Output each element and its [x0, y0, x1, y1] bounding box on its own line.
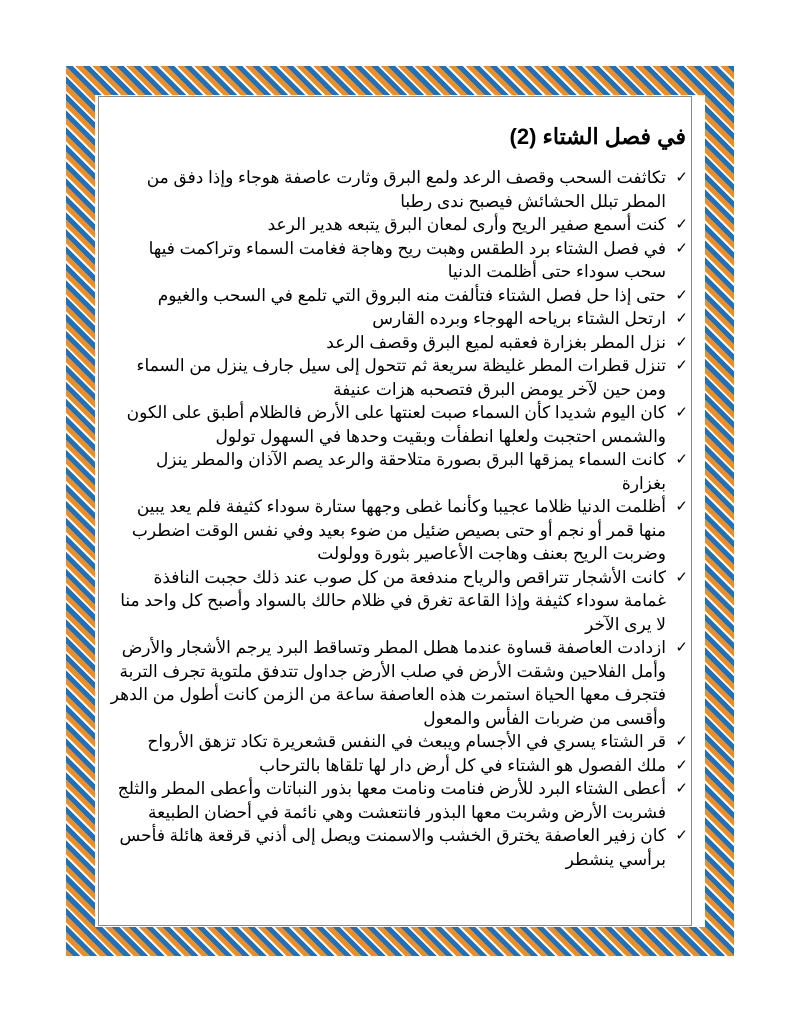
list-item-text: ارتحل الشتاء برياحه الهوجاء وبرده القارس: [372, 309, 666, 328]
list-item-text: حتى إذا حل فصل الشتاء فتألفت منه البروق التي تلمع في السحب والغيوم: [157, 285, 666, 305]
list-item: [110, 307, 688, 331]
checkmark-icon: ✓: [675, 638, 688, 656]
list-item: [110, 824, 688, 871]
list-item: [110, 730, 688, 754]
sentence-list: [110, 166, 688, 871]
checkmark-icon: ✓: [675, 215, 688, 233]
list-item: [110, 331, 688, 355]
list-item: [110, 777, 688, 824]
page-title: في فصل الشتاء (2): [509, 124, 686, 149]
list-item: [110, 166, 688, 213]
list-item-text: كانت السماء يمزقها البرق بصورة متلاحقة والرعد يصم الآذان والمطر ينزل بغزارة: [155, 450, 666, 493]
list-item: [110, 636, 688, 730]
list-item-text: كان زفير العاصفة يخترق الخشب والاسمنت ويصل إلى أذني قرقعة هائلة فأحس برأسي ينشطر: [119, 826, 666, 869]
list-item-text: تنزل قطرات المطر غليظة سريعة ثم تتحول إلى سيل جارف ينزل من السماء ومن حين لآخر يومض البرق فتصحبه هزات عنيفة: [136, 356, 666, 399]
list-item: [110, 401, 688, 448]
list-item-text: كنت أسمع صفير الريح وأرى لمعان البرق يتبعه هدير الرعد: [267, 215, 666, 234]
list-item: [110, 754, 688, 778]
list-item: [110, 448, 688, 495]
checkmark-icon: ✓: [675, 755, 688, 774]
list-item: [110, 237, 688, 284]
list-item-text: ملك الفصول هو الشتاء في كل أرض دار لها تلقاها بالترحاب: [259, 755, 666, 775]
list-item: [110, 213, 688, 237]
list-item: [110, 566, 688, 637]
checkmark-icon: ✓: [675, 450, 688, 468]
list-item-text: أظلمت الدنيا ظلاما عجيبا وكأنما غطى وجهها ستارة سوداء كثيفة فلم يعد يبين منها قمر أو نجم أو حتى بصيص ضئيل من ضوء بعيد وفي نفس الوقت اضطرب وضربت الريح بعنف وهاجت الأعاصير بثورة وولولت: [131, 497, 666, 563]
list-item-text: نزل المطر بغزارة فعقبه لميع البرق وقصف الرعد: [326, 332, 666, 352]
checkmark-icon: ✓: [675, 238, 688, 257]
list-item-text: ازدادت العاصفة قساوة عندما هطل المطر وتساقط البرد يرجم الأشجار والأرض وأمل الفلاحين وشقت الأرض في صلب الأرض جداول تتدفق ملتوية تجرف التربة فتجرف معها الحياة استمرت هذه العاصفة ساعة من الزمن كانت أطول من الدهر وأقسى من ضربات الفأس والمعول: [110, 638, 666, 728]
checkmark-icon: ✓: [675, 309, 688, 327]
checkmark-icon: ✓: [675, 567, 688, 586]
checkmark-icon: ✓: [675, 732, 688, 750]
list-item-text: كانت الأشجار تتراقص والرياح مندفعة من كل صوب عند ذلك حجبت النافذة غمامة سوداء كثيفة وإذا القاعة تغرق في ظلام حالك بالسواد وأصبح كل واحد منا لا يرى الآخر: [120, 567, 666, 634]
list-item-text: تكاثفت السحب وقصف الرعد ولمع البرق وثارت عاصفة هوجاء وإذا دفق من المطر تبلل الحشائش فيصبح ندى رطبا: [146, 168, 666, 211]
list-item: [110, 495, 688, 566]
checkmark-icon: ✓: [675, 168, 688, 186]
list-item-text: كان اليوم شديدا كأن السماء صبت لعنتها على الأرض فالظلام أطبق على الكون والشمس احتجبت ولعلها انطفأت وبقيت وحدها في السهول تولول: [126, 403, 666, 446]
list-item-text: قر الشتاء يسري في الأجسام ويبعث في النفس قشعريرة تكاد تزهق الأرواح: [147, 732, 666, 751]
list-item: [110, 354, 688, 401]
checkmark-icon: ✓: [675, 497, 688, 515]
checkmark-icon: ✓: [675, 779, 688, 797]
list-item-text: في فصل الشتاء برد الطقس وهبت ريح وهاجة فغامت السماء وتراكمت فيها سحب سوداء حتى أظلمت الدنيا: [148, 238, 666, 281]
list-item-text: أعطى الشتاء البرد للأرض فنامت ونامت معها بذور النباتات وأعطى المطر والثلج فشربت الأرض وشربت معها البذور فانتعشت وهي نائمة في أحضان الطبيعة: [117, 779, 666, 822]
document-content: [110, 110, 688, 871]
checkmark-icon: ✓: [675, 403, 688, 421]
checkmark-icon: ✓: [675, 356, 688, 374]
list-item: [110, 284, 688, 308]
checkmark-icon: ✓: [675, 285, 688, 304]
checkmark-icon: ✓: [675, 332, 688, 351]
checkmark-icon: ✓: [675, 826, 688, 844]
